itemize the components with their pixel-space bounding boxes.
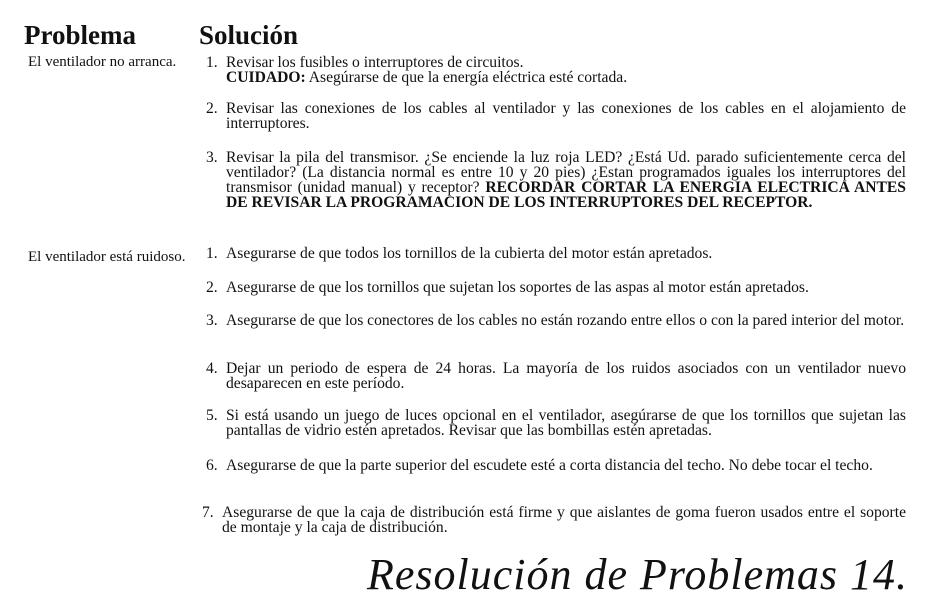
problem-column-header: Problema [24,20,136,50]
solution-item [206,280,906,295]
item-text: Dejar un periodo de espera de 24 horas. La mayoría de los ruidos asociados con un ventilador nuevo desaparecen en este período. [226,360,906,392]
item-number: 4. [206,360,218,377]
item-text: Revisar las conexiones de los cables al ventilador y las conexiones de los cables en el alojamiento de interruptores. [226,100,906,132]
item-text: Revisar los fusibles o interruptores de circuitos. [226,54,524,71]
solution-item [206,313,906,328]
item-text: Si está usando un juego de luces opcional en el ventilador, asegúrarse de que los tornillos que sujetan las pantallas de vidrio estén apretados. Revisar que las bombillas estén apretadas. [226,407,906,439]
caution-label: CUIDADO: [226,69,306,86]
solution-item [206,361,906,391]
page-footer-title: Resolución de Problemas 14. [366,550,908,599]
item-number: 2. [206,279,218,296]
solution-item [206,246,906,261]
problem-text: El ventilador no arranca. [28,54,177,70]
solution-item [206,150,906,210]
caution-text: Asegúrarse de que la energía eléctrica esté cortada. [308,69,628,86]
item-text: Asegurarse de que la caja de distribución está firme y que aislantes de goma fueron usados entre el soporte de montaje y la caja de distribución. [222,504,906,536]
solution-item [206,408,906,438]
problem-text: El ventilador está ruidoso. [28,249,186,265]
solution-item [206,458,906,473]
item-text: Asegurarse de que los tornillos que sujetan los soportes de las aspas al motor están apretados. [226,279,809,296]
solution-column-header: Solución [199,20,299,50]
item-number: 7. [202,504,214,521]
item-number: 2. [206,100,218,117]
item-text: Asegurarse de que todos los tornillos de la cubierta del motor están apretados. [226,245,713,262]
solution-item [206,55,906,85]
item-number: 1. [206,54,218,71]
item-number: 3. [206,312,218,329]
item-text: Revisar la pila del transmisor. ¿Se enciende la luz roja LED? ¿Está Ud. parado suficientemente cerca del ventilador? (La distancia normal es entre 10 y 20 pies) ¿Estan programados iguales los interruptores del transmisor (unidad manual) y receptor? [226,149,906,196]
item-number: 1. [206,245,218,262]
item-number: 5. [206,407,218,424]
item-warning-text: RECORDAR CORTAR LA ENERGIA ELECTRICA ANTES DE REVISAR LA PROGRAMACION DE LOS INTERRUPTORES DEL RECEPTOR. [226,179,906,211]
solution-item [202,505,906,535]
item-number: 6. [206,457,218,474]
solution-item [206,101,906,131]
item-text: Asegurarse de que la parte superior del escudete esté a corta distancia del techo. No debe tocar el techo. [226,457,873,474]
item-text: Asegurarse de que los conectores de los cables no están rozando entre ellos o con la pared interior del motor. [226,312,905,329]
item-number: 3. [206,149,218,166]
